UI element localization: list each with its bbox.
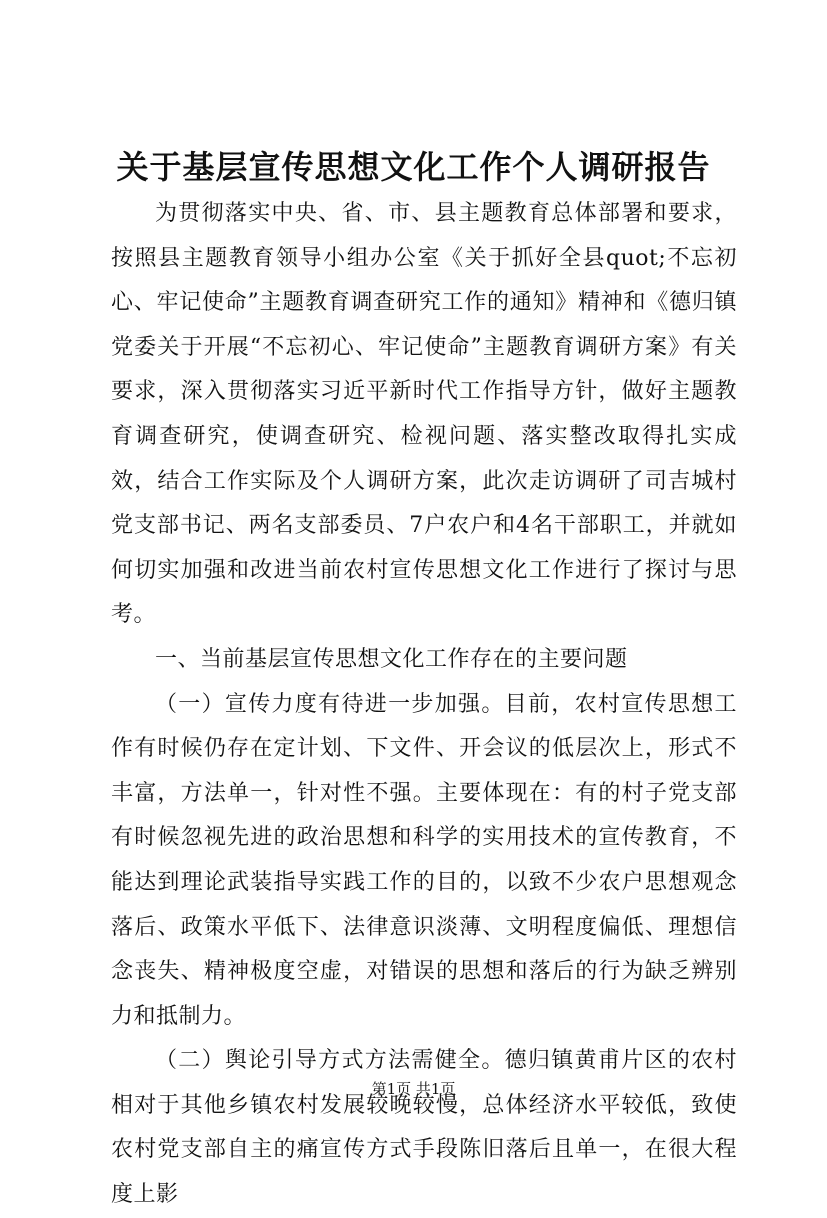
paragraph-point-1: （一）宣传力度有待进一步加强。目前，农村宣传思想工作有时候仍存在定计划、下文件、开会议的低层次上，形式不丰富，方法单一，针对性不强。主要体现在：有的村子党支部有时候忽视先进的政治思想和科学的实用技术的宣传教育，不能达到理论武装指导实践工作的目的，以致不少农户思想观念落后、政策水平低下、法律意识淡薄、文明程度偏低、理想信念丧失、精神极度空虚，对错误的思想和落后的行为缺乏辨别力和抵制力。: [111, 691, 737, 1029]
page-number-footer: 第1页 共1页: [371, 1080, 456, 1098]
document-body: [111, 192, 737, 1218]
paragraph-point-2: （二）舆论引导方式方法需健全。德归镇黄甫片区的农村相对于其他乡镇农村发展较晚较慢，总体经济水平较低，致使农村党支部自主的痛宣传方式手段陈旧落后且单一，在很大程度上影: [111, 1048, 737, 1208]
section-heading-1: 一、当前基层宣传思想文化工作存在的主要问题: [155, 646, 628, 672]
paragraph-intro: 为贯彻落实中央、省、市、县主题教育总体部署和要求，按照县主题教育领导小组办公室《关于抓好全县quot;不忘初心、牢记使命”主题教育调查研究工作的通知》精神和《德归镇党委关于开展“不忘初心、牢记使命”主题教育调研方案》有关要求，深入贯彻落实习近平新时代工作指导方针，做好主题教育调查研究，使调查研究、检视问题、落实整改取得扎实成效，结合工作实际及个人调研方案，此次走访调研了司吉城村党支部书记、两名支部委员、7户农户和4名干部职工，并就如何切实加强和改进当前农村宣传思想文化工作进行了探讨与思考。: [111, 201, 737, 628]
document-title: 关于基层宣传思想文化工作个人调研报告: [116, 148, 711, 186]
